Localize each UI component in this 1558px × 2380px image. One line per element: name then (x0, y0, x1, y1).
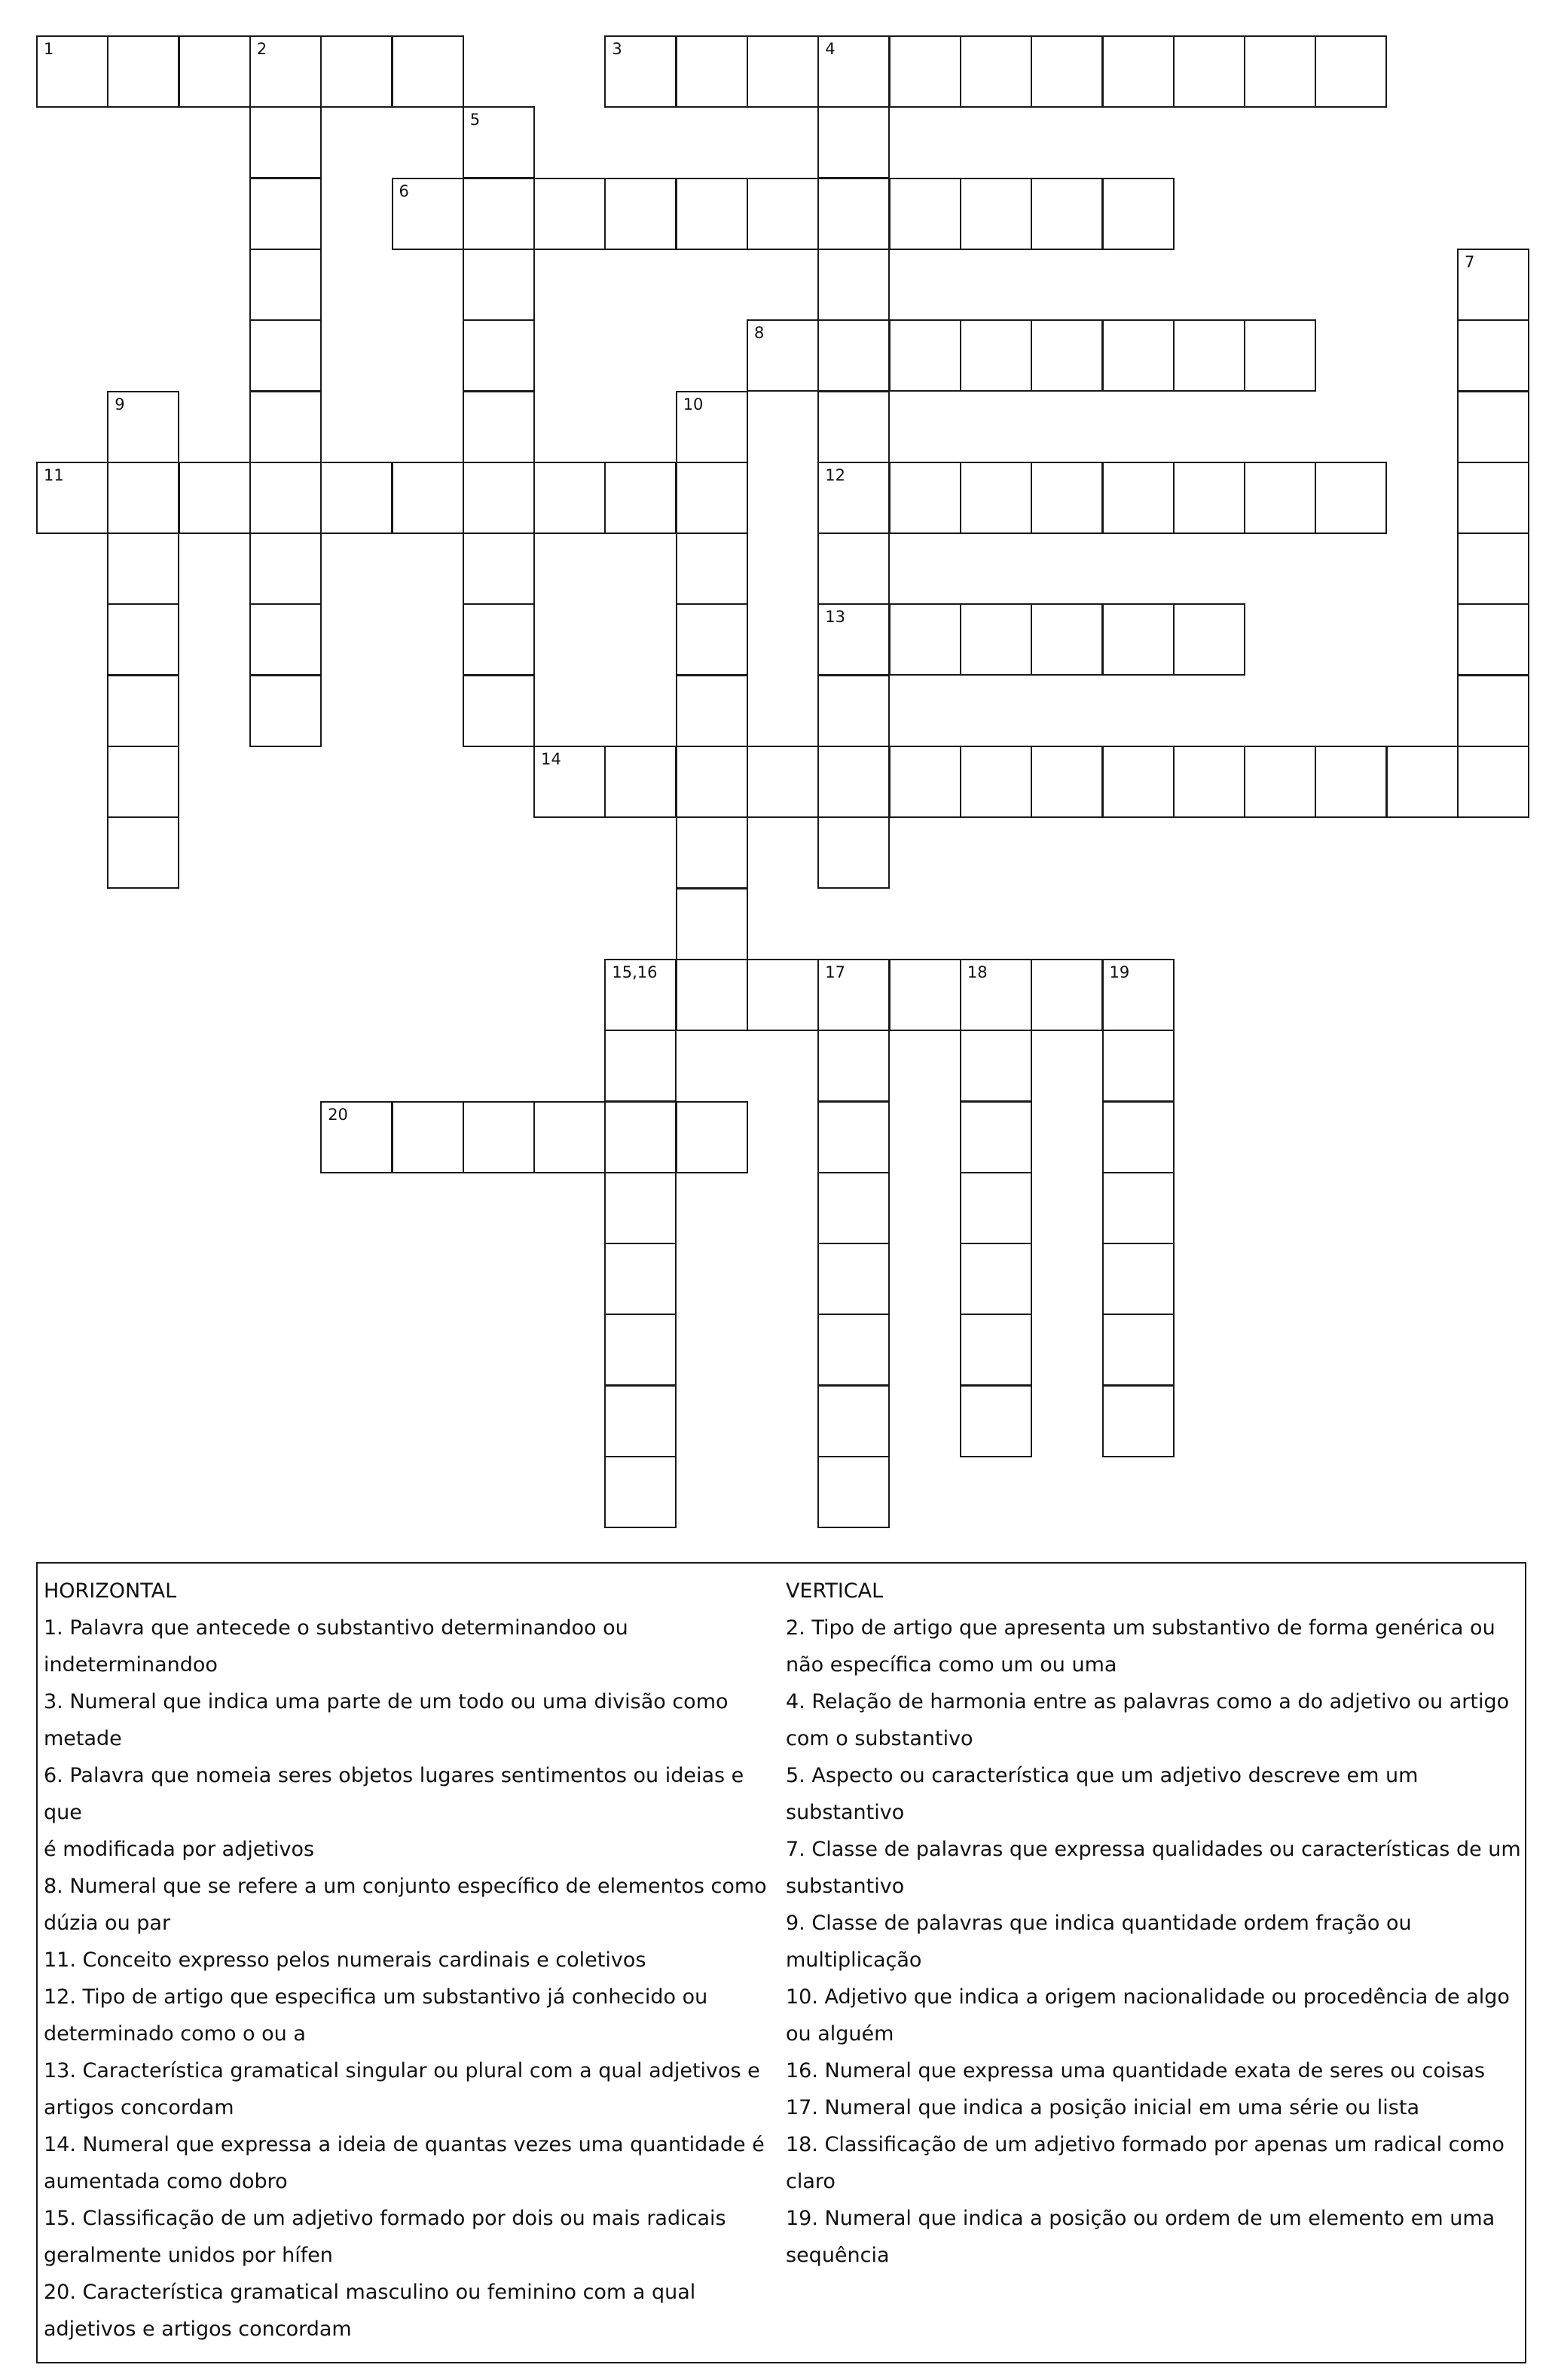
grid-cell[interactable] (676, 959, 748, 1031)
cell-number: 19 (1109, 963, 1130, 981)
grid-cell[interactable] (817, 35, 890, 108)
grid-cell[interactable] (747, 746, 819, 818)
cell-number: 2 (256, 40, 267, 58)
grid-cell[interactable] (1457, 391, 1529, 463)
grid-cell[interactable] (676, 675, 748, 747)
grid-cell[interactable] (249, 106, 322, 178)
grid-cell[interactable] (747, 959, 819, 1031)
clue-line: 6. Palavra que nomeia seres objetos lugares sentimentos ou ideias e que (44, 1764, 744, 1824)
clue-line: 20. Característica gramatical masculino ou feminino com a qual (44, 2281, 696, 2304)
grid-cell[interactable] (36, 35, 108, 108)
grid-cell[interactable] (604, 178, 677, 250)
grid-cell[interactable] (1457, 603, 1529, 676)
clue-line: 4. Relação de harmonia entre as palavras como a do adjetivo ou artigo (786, 1690, 1510, 1713)
horizontal-clues (44, 1573, 782, 2348)
grid-cell[interactable] (676, 746, 748, 818)
grid-cell[interactable] (533, 462, 606, 534)
cell-number: 3 (612, 40, 622, 58)
grid-cell[interactable] (676, 1101, 748, 1173)
grid-cell[interactable] (960, 603, 1032, 676)
clue-line: é modificada por adjetivos (44, 1838, 315, 1861)
grid-cell[interactable] (960, 462, 1032, 534)
clue-line: 19. Numeral que indica a posição ou ordem de um elemento em uma (786, 2207, 1495, 2230)
grid-cell[interactable] (960, 1030, 1032, 1102)
grid-cell[interactable] (604, 1456, 677, 1528)
clue-line: adjetivos e artigos concordam (44, 2317, 352, 2341)
grid-cell[interactable] (960, 1385, 1032, 1457)
grid-cell[interactable] (249, 603, 322, 676)
grid-cell[interactable] (107, 532, 179, 605)
grid-cell[interactable] (463, 462, 535, 534)
grid-cell[interactable] (107, 816, 179, 889)
grid-cell[interactable] (676, 35, 748, 108)
grid-cell[interactable] (817, 1101, 890, 1173)
grid-cell[interactable] (747, 35, 819, 108)
grid-cell[interactable] (1031, 35, 1103, 108)
grid-cell[interactable] (889, 462, 961, 534)
grid-cell[interactable] (817, 106, 890, 178)
clue-line: com o substantivo (786, 1727, 973, 1750)
grid-cell[interactable] (1102, 462, 1175, 534)
grid-cell[interactable] (817, 959, 890, 1031)
grid-cell[interactable] (107, 746, 179, 818)
grid-cell[interactable] (392, 1101, 464, 1173)
grid-cell[interactable] (107, 391, 179, 463)
grid-cell[interactable] (817, 816, 890, 889)
clue-line: 5. Aspecto ou característica que um adjetivo descreve em um (786, 1764, 1419, 1787)
cell-number: 12 (825, 465, 846, 484)
grid-cell[interactable] (320, 462, 393, 534)
grid-cell[interactable] (463, 391, 535, 463)
grid-cell[interactable] (1102, 1385, 1175, 1457)
grid-cell[interactable] (533, 178, 606, 250)
grid-cell[interactable] (249, 319, 322, 392)
grid-cell[interactable] (249, 675, 322, 747)
grid-cell[interactable] (320, 1101, 393, 1173)
grid-cell[interactable] (889, 35, 961, 108)
clue-line: 2. Tipo de artigo que apresenta um substantivo de forma genérica ou (786, 1616, 1495, 1640)
clue-line: substantivo (786, 1801, 905, 1824)
vertical-heading: VERTICAL (786, 1579, 884, 1603)
grid-cell[interactable] (676, 603, 748, 676)
grid-cell[interactable] (676, 816, 748, 889)
grid-cell[interactable] (817, 249, 890, 321)
grid-cell[interactable] (1457, 249, 1529, 321)
cell-number: 1 (44, 40, 54, 58)
cell-number: 11 (44, 465, 64, 484)
grid-cell[interactable] (817, 1456, 890, 1528)
clue-line: 13. Característica gramatical singular ou plural com a qual adjetivos e (44, 2059, 760, 2082)
grid-cell[interactable] (249, 249, 322, 321)
grid-cell[interactable] (1315, 462, 1387, 534)
grid-cell[interactable] (817, 675, 890, 747)
grid-cell[interactable] (1173, 35, 1245, 108)
grid-cell[interactable] (817, 462, 890, 534)
grid-cell[interactable] (179, 462, 251, 534)
grid-cell[interactable] (107, 35, 179, 108)
cell-number: 20 (328, 1105, 348, 1124)
grid-cell[interactable] (1173, 319, 1245, 392)
clue-line: 14. Numeral que expressa a ideia de quantas vezes uma quantidade é (44, 2133, 765, 2156)
cell-number: 14 (541, 750, 561, 768)
grid-cell[interactable] (1102, 178, 1175, 250)
cell-number: 13 (825, 608, 846, 627)
grid-cell[interactable] (249, 391, 322, 463)
clue-line: 7. Classe de palavras que expressa qualidades ou características de um (786, 1838, 1521, 1861)
grid-cell[interactable] (1457, 675, 1529, 747)
cell-number: 4 (825, 40, 836, 58)
clue-line: multiplicação (786, 1948, 922, 1972)
grid-cell[interactable] (107, 675, 179, 747)
grid-cell[interactable] (960, 1243, 1032, 1315)
grid-cell[interactable] (817, 1172, 890, 1244)
grid-cell[interactable] (604, 1314, 677, 1386)
grid-cell[interactable] (1457, 319, 1529, 392)
clue-line: 16. Numeral que expressa uma quantidade exata de seres ou coisas (786, 2059, 1486, 2082)
clue-line: 3. Numeral que indica uma parte de um todo ou uma divisão como (44, 1690, 729, 1713)
grid-cell[interactable] (1244, 35, 1316, 108)
grid-cell[interactable] (604, 959, 677, 1031)
grid-cell[interactable] (107, 603, 179, 676)
grid-cell[interactable] (1457, 532, 1529, 605)
grid-cell[interactable] (960, 1172, 1032, 1244)
grid-cell[interactable] (463, 319, 535, 392)
grid-cell[interactable] (1031, 319, 1103, 392)
grid-cell[interactable] (463, 178, 535, 250)
grid-cell[interactable] (1102, 959, 1175, 1031)
grid-cell[interactable] (889, 746, 961, 818)
grid-cell[interactable] (1102, 1243, 1175, 1315)
grid-cell[interactable] (1315, 746, 1387, 818)
grid-cell[interactable] (676, 888, 748, 960)
grid-cell[interactable] (107, 462, 179, 534)
vertical-clues (786, 1573, 1524, 2274)
grid-cell[interactable] (320, 35, 393, 108)
grid-cell[interactable] (1031, 178, 1103, 250)
grid-cell[interactable] (36, 462, 108, 534)
cell-number: 8 (754, 324, 765, 343)
grid-cell[interactable] (533, 746, 606, 818)
horizontal-heading: HORIZONTAL (44, 1579, 177, 1603)
cell-number: 6 (399, 182, 409, 200)
grid-cell[interactable] (889, 959, 961, 1031)
grid-cell[interactable] (1244, 462, 1316, 534)
grid-cell[interactable] (1102, 1172, 1175, 1244)
clue-line: não específica como um ou uma (786, 1653, 1117, 1677)
clue-line: 17. Numeral que indica a posição inicial em uma série ou lista (786, 2096, 1420, 2119)
clue-line: 18. Classificação de um adjetivo formado por apenas um radical como (786, 2133, 1505, 2156)
grid-cell[interactable] (463, 675, 535, 747)
grid-cell[interactable] (249, 532, 322, 605)
clue-line: 8. Numeral que se refere a um conjunto específico de elementos como (44, 1875, 767, 1898)
grid-cell[interactable] (249, 462, 322, 534)
grid-cell[interactable] (817, 532, 890, 605)
clue-line: metade (44, 1727, 122, 1750)
grid-cell[interactable] (747, 319, 819, 392)
grid-cell[interactable] (463, 249, 535, 321)
grid-cell[interactable] (817, 319, 890, 392)
grid-cell[interactable] (1102, 746, 1175, 818)
grid-cell[interactable] (1173, 746, 1245, 818)
grid-cell[interactable] (960, 178, 1032, 250)
grid-cell[interactable] (604, 1030, 677, 1102)
grid-cell[interactable] (1173, 603, 1245, 676)
grid-cell[interactable] (1244, 319, 1316, 392)
grid-cell[interactable] (1386, 746, 1459, 818)
grid-cell[interactable] (960, 35, 1032, 108)
grid-cell[interactable] (960, 1101, 1032, 1173)
clue-line: claro (786, 2170, 836, 2193)
grid-cell[interactable] (817, 746, 890, 818)
clue-line: substantivo (786, 1875, 905, 1898)
grid-cell[interactable] (817, 391, 890, 463)
grid-cell[interactable] (1031, 603, 1103, 676)
grid-cell[interactable] (889, 178, 961, 250)
grid-cell[interactable] (960, 959, 1032, 1031)
grid-cell[interactable] (676, 178, 748, 250)
clue-line: geralmente unidos por hífen (44, 2244, 333, 2267)
grid-cell[interactable] (1031, 746, 1103, 818)
grid-cell[interactable] (676, 462, 748, 534)
grid-cell[interactable] (604, 1172, 677, 1244)
grid-cell[interactable] (392, 178, 464, 250)
clue-line: dúzia ou par (44, 1912, 171, 1935)
grid-cell[interactable] (889, 603, 961, 676)
grid-cell[interactable] (960, 319, 1032, 392)
grid-cell[interactable] (392, 462, 464, 534)
grid-cell[interactable] (1102, 1101, 1175, 1173)
clue-line: 11. Conceito expresso pelos numerais cardinais e coletivos (44, 1948, 646, 1972)
grid-cell[interactable] (1031, 959, 1103, 1031)
cell-number: 10 (683, 395, 704, 413)
grid-cell[interactable] (676, 391, 748, 463)
grid-cell[interactable] (817, 1385, 890, 1457)
clue-line: artigos concordam (44, 2096, 234, 2119)
grid-cell[interactable] (249, 35, 322, 108)
grid-cell[interactable] (463, 1101, 535, 1173)
grid-cell[interactable] (463, 603, 535, 676)
grid-cell[interactable] (1102, 1030, 1175, 1102)
clue-line: 15. Classificação de um adjetivo formado por dois ou mais radicais (44, 2207, 726, 2230)
cell-number: 15,16 (612, 963, 658, 981)
grid-cell[interactable] (817, 1030, 890, 1102)
cell-number: 7 (1465, 252, 1475, 271)
clue-line: 1. Palavra que antecede o substantivo determinandoo ou (44, 1616, 628, 1640)
grid-cell[interactable] (604, 746, 677, 818)
grid-cell[interactable] (604, 462, 677, 534)
clue-line: indeterminandoo (44, 1653, 218, 1677)
grid-cell[interactable] (1244, 746, 1316, 818)
grid-cell[interactable] (817, 603, 890, 676)
grid-cell[interactable] (604, 1385, 677, 1457)
clue-line: 12. Tipo de artigo que especifica um substantivo já conhecido ou (44, 1985, 708, 2009)
grid-cell[interactable] (604, 1243, 677, 1315)
grid-cell[interactable] (1102, 1314, 1175, 1386)
grid-cell[interactable] (1102, 35, 1175, 108)
clue-line: 10. Adjetivo que indica a origem nacionalidade ou procedência de algo (786, 1985, 1510, 2009)
grid-cell[interactable] (533, 1101, 606, 1173)
grid-cell[interactable] (179, 35, 251, 108)
grid-cell[interactable] (889, 319, 961, 392)
grid-cell[interactable] (249, 178, 322, 250)
grid-cell[interactable] (1315, 35, 1387, 108)
grid-cell[interactable] (1031, 462, 1103, 534)
grid-cell[interactable] (1173, 462, 1245, 534)
grid-cell[interactable] (1102, 603, 1175, 676)
grid-cell[interactable] (1457, 746, 1529, 818)
cell-number: 17 (825, 963, 846, 981)
grid-cell[interactable] (817, 1243, 890, 1315)
clue-line: 9. Classe de palavras que indica quantidade ordem fração ou (786, 1912, 1412, 1935)
clue-line: aumentada como dobro (44, 2170, 288, 2193)
grid-cell[interactable] (463, 532, 535, 605)
grid-cell[interactable] (604, 35, 677, 108)
grid-cell[interactable] (463, 106, 535, 178)
cell-number: 5 (469, 111, 481, 130)
grid-cell[interactable] (960, 746, 1032, 818)
grid-cell[interactable] (1457, 462, 1529, 534)
grid-cell[interactable] (676, 532, 748, 605)
cell-number: 18 (967, 963, 988, 981)
grid-cell[interactable] (747, 178, 819, 250)
grid-cell[interactable] (817, 1314, 890, 1386)
grid-cell[interactable] (392, 35, 464, 108)
grid-cell[interactable] (960, 1314, 1032, 1386)
cell-number: 9 (115, 395, 125, 413)
clue-line: ou alguém (786, 2022, 894, 2046)
grid-cell[interactable] (1102, 319, 1175, 392)
grid-cell[interactable] (817, 178, 890, 250)
clue-line: determinado como o ou a (44, 2022, 306, 2046)
grid-cell[interactable] (604, 1101, 677, 1173)
clues-box (36, 1562, 1526, 2363)
clue-line: sequência (786, 2244, 890, 2267)
